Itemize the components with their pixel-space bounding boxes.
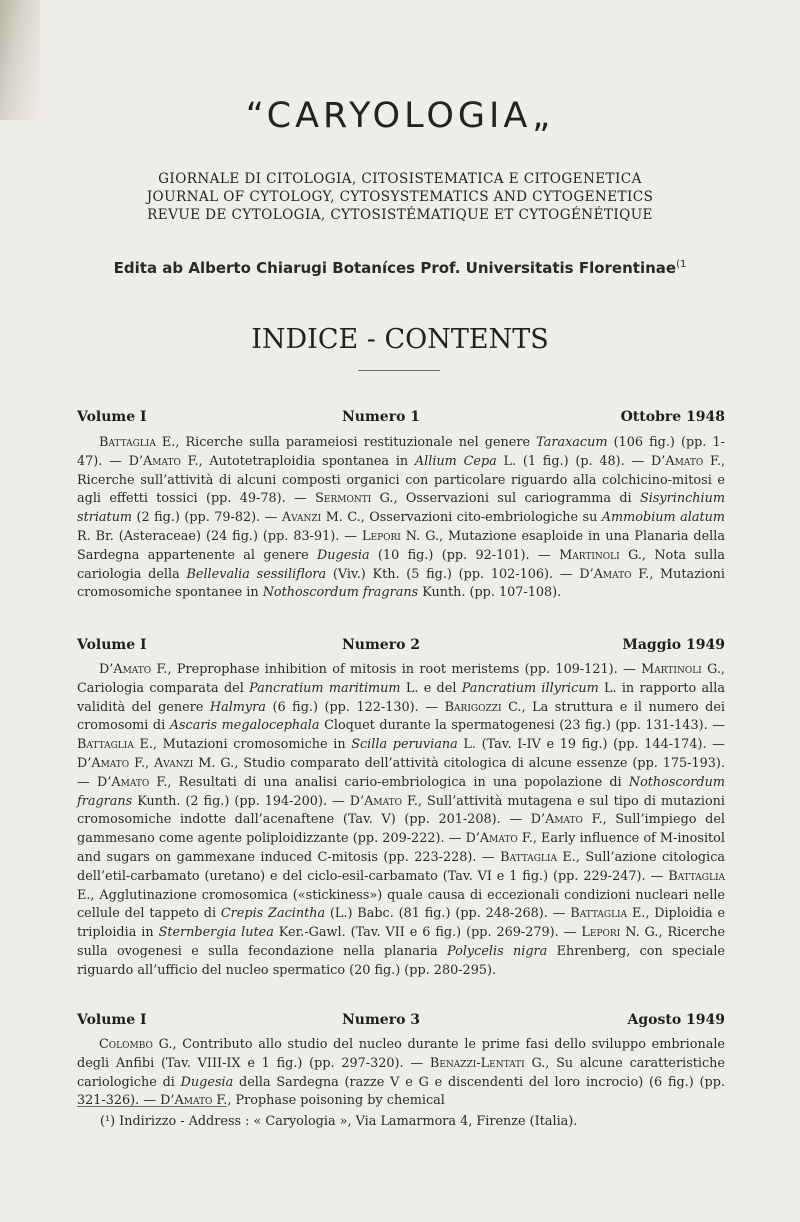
entry-rest: , Preprophase inhibition of mitosis in root meristems (pp. 109-121). — <box>167 662 642 677</box>
entry-rest: , Sull’attività mutagena e sul tipo di mutazioni cromosomiche indotte dall’acenaftene (Tav. V) (pp. 201-208). — <box>77 793 725 828</box>
entry-taxon: Pancratium illyricum <box>461 680 599 696</box>
entry-author: D’Amato F. <box>99 662 168 677</box>
entry-author: D’Amato F. <box>579 566 650 582</box>
entry-taxon: Crepis Zacintha <box>220 906 326 922</box>
entry-author: Lepori N. G. <box>581 925 659 941</box>
entry-tail: Ker.-Gawl. (Tav. VII e 6 fig.) (pp. 269-279). — <box>273 925 582 941</box>
entry-author: D’Amato F. <box>160 1093 228 1109</box>
editor-footnote-mark: (1 <box>676 259 687 270</box>
title-rule <box>358 370 440 371</box>
entry-taxon: Dugesia <box>317 547 370 563</box>
entry-author: Martinoli G. <box>641 662 721 677</box>
entry-taxon: Bellevalia sessiliflora <box>186 566 327 582</box>
entry-rest: , Su alcune caratteristiche cariologiche di <box>77 1055 725 1090</box>
issue-1-date: Ottobre 1948 <box>620 409 725 425</box>
issue-2-date: Maggio 1949 <box>622 637 725 653</box>
entry-author: Sermonti G. <box>315 491 394 507</box>
entry-rest: , La struttura e il numero dei cromosomi di <box>77 699 725 734</box>
issue-1-number: Numero 1 <box>342 409 421 425</box>
entry-tail: Ehrenberg, con speciale riguardo all’ufficio del nucleo spermatico (20 fig.) (pp. 280-295). <box>77 943 725 978</box>
entry-tail: della Sardegna (razze V e G e discendenti del loro incrocio) (6 fig.) (pp. 321-326). — <box>77 1074 725 1109</box>
issue-1-header <box>77 409 725 429</box>
entry-tail: L. (1 fig.) (p. 48). — <box>496 453 652 469</box>
index-title: INDICE - CONTENTS <box>251 324 549 355</box>
entry-rest: , Ricerche sulla ovogenesi e sulla fecondazione nella planaria <box>77 925 726 959</box>
entry-author: D’Amato F. <box>465 831 533 847</box>
entry-taxon: Nothoscordum fragrans <box>262 585 419 601</box>
entry-author: Barigozzi C. <box>444 699 522 715</box>
entry-tail: L. (Tav. I-IV e 19 fig.) (pp. 144-174). — <box>457 737 725 753</box>
entry-rest: , Sull’impiego del gammesano come agente poliploidizzante (pp. 209-222). — <box>77 812 725 847</box>
issue-3-entries <box>77 1036 725 1111</box>
entry-author: Lepori N. G. <box>362 528 440 544</box>
entry-rest: , Osservazioni sul cariogramma di <box>393 491 640 507</box>
entry-taxon: Ammobium alatum <box>601 510 725 526</box>
entry-taxon: Polycelis nigra <box>447 943 548 959</box>
entry-author: D’Amato F. <box>97 774 168 790</box>
entry-author: Battaglia E. <box>77 737 153 753</box>
entry-taxon: Allium Cepa <box>414 453 497 469</box>
entry-tail: L. e del <box>400 680 462 696</box>
entry-rest: , Autotetraploidia spontanea in <box>198 453 415 469</box>
index-entry <box>129 454 651 469</box>
issue-3-volume: Volume I <box>77 1012 147 1028</box>
entry-rest: , Contributo allo studio del nucleo durante le prime fasi dello sviluppo embrionale degli Anfibi (Tav. VIII-IX e 1 fig.) (pp. 297-320). — <box>77 1037 725 1071</box>
entry-rest: , Resultati di una analisi cario-embriologica in una popolazione di <box>167 774 629 790</box>
entry-tail: Kunth. (2 fig.) (pp. 194-200). — <box>132 793 350 809</box>
entry-rest: , Sull’azione citologica dell’etil-carbamato (uretano) e del ciclo-esil-carbamato (Tav. VI e 1 fig.) (pp. 229-247). — <box>77 849 725 884</box>
entry-author: Colombo G. <box>99 1037 173 1052</box>
entry-taxon: Pancratium maritimum <box>249 680 401 696</box>
entry-rest: , Cariologia comparata del <box>77 662 725 696</box>
entry-author: Battaglia E. <box>77 868 725 903</box>
entry-tail: Cloquet durante la spermatogenesi (23 fig.) (pp. 131-143). — <box>319 718 725 734</box>
index-entry <box>77 737 725 752</box>
entry-author: Benazzi-Lentati G. <box>429 1055 546 1071</box>
entry-author: D’Amato F. <box>128 453 199 469</box>
footnote: (¹) Indirizzo - Address : « Caryologia », Via Lamarmora 4, Firenze (Italia). <box>100 1114 578 1129</box>
entry-author: Battaglia E. <box>99 435 176 450</box>
issue-2-number: Numero 2 <box>342 637 421 653</box>
entry-author: D’Amato F. <box>651 453 721 469</box>
entry-tail: (106 fig.) (pp. 1-47). — <box>77 435 725 469</box>
footnote-rule <box>77 1106 227 1107</box>
issue-3-date: Agosto 1949 <box>627 1012 725 1028</box>
editor-line <box>0 259 800 277</box>
entry-taxon: Nothoscordum fragrans <box>77 774 725 809</box>
subtitle-french: REVUE DE CYTOLOGIA, CYTOSISTÉMATIQUE ET CYTOGÉNÉTIQUE <box>147 207 653 223</box>
entry-rest: , Mutazioni cromosomiche spontanee in <box>77 566 725 601</box>
issue-1-entries <box>77 434 725 603</box>
entry-tail: (10 fig.) (pp. 92-101). — <box>369 547 560 563</box>
entry-tail: (Viv.) Kth. (5 fig.) (pp. 102-106). — <box>326 566 580 582</box>
journal-title: “CARYOLOGIA„ <box>245 96 555 136</box>
entry-rest: , Osservazioni cito-embriologiche su <box>360 510 602 526</box>
issue-2-volume: Volume I <box>77 637 147 653</box>
entry-rest: , Ricerche sull’attività di alcuni composti organici con particolare riguardo alla colchicino-mitosi e agli effetti tossici (pp. 49-78). — <box>77 453 726 507</box>
entry-rest: , Diploidia e triploidia in <box>77 906 726 941</box>
entry-rest: , Prophase poisoning by chemical <box>227 1093 445 1109</box>
issue-1-volume: Volume I <box>77 409 147 425</box>
entry-author: D’Amato F., Avanzi M. G. <box>77 755 235 771</box>
entry-rest: , Early influence of M-inositol and sugars on gammexane induced C-mitosis (pp. 223-228). — <box>77 831 725 865</box>
entry-tail: Kunth. (pp. 107-108). <box>418 585 562 601</box>
entry-taxon: Sternbergia lutea <box>158 925 274 941</box>
entry-author: Battaglia E. <box>570 906 646 922</box>
index-entry <box>210 700 445 715</box>
issue-3-number: Numero 3 <box>342 1012 421 1028</box>
entry-author: Martinoli G. <box>559 547 642 563</box>
entry-rest: , Ricerche sulla parameiosi restituzionale nel genere <box>175 435 537 450</box>
entry-rest: , Mutazioni cromosomiche in <box>152 737 352 753</box>
index-entry <box>99 662 641 677</box>
entry-rest: , Nota sulla cariologia della <box>77 547 725 582</box>
entry-rest: , Agglutinazione cromosomica («stickiness») quale causa di eccezionali condizioni nucleari nelle cellule del tappeto di <box>77 887 725 922</box>
subtitle-italian: GIORNALE DI CITOLOGIA, CITOSISTEMATICA E CITOGENETICA <box>158 171 642 187</box>
entry-taxon: Ascaris megalocephala <box>169 718 320 734</box>
entry-author: D’Amato F. <box>530 812 603 828</box>
entry-taxon: Dugesia <box>180 1074 234 1090</box>
subtitle-english: JOURNAL OF CYTOLOGY, CYTOSYSTEMATICS AND CYTOGENETICS <box>146 189 654 205</box>
entry-rest: , Mutazione esaploide in una Planaria della Sardegna appartenente al genere <box>77 528 725 563</box>
entry-author: D’Amato F. <box>349 793 418 809</box>
editor-text: Edita ab Alberto Chiarugi Botaníces Prof. Universitatis Florentinae <box>113 259 677 277</box>
issue-2-header <box>77 637 725 657</box>
entry-taxon: Sisyrinchium striatum <box>77 491 725 526</box>
entry-tail: L. in rapporto alla validità del genere <box>77 680 725 715</box>
entry-author: Avanzi M. C. <box>281 510 361 526</box>
entry-rest: , Studio comparato dell’attività citologica di alcune essenze (pp. 175-193). — <box>77 755 725 790</box>
entry-tail: (6 fig.) (pp. 122-130). — <box>265 699 445 715</box>
entry-tail: R. Br. (Asteraceae) (24 fig.) (pp. 83-91). — <box>77 528 362 544</box>
entry-taxon: Taraxacum <box>536 435 608 450</box>
entry-tail: (L.) Babc. (81 fig.) (pp. 248-268). — <box>325 906 571 922</box>
entry-tail: (2 fig.) (pp. 79-82). — <box>132 510 282 526</box>
entry-taxon: Scilla peruviana <box>351 737 458 753</box>
entry-taxon: Halmyra <box>209 699 266 715</box>
issue-2-entries <box>77 661 725 981</box>
entry-author: Battaglia E. <box>500 849 576 865</box>
issue-3-header <box>77 1012 725 1032</box>
